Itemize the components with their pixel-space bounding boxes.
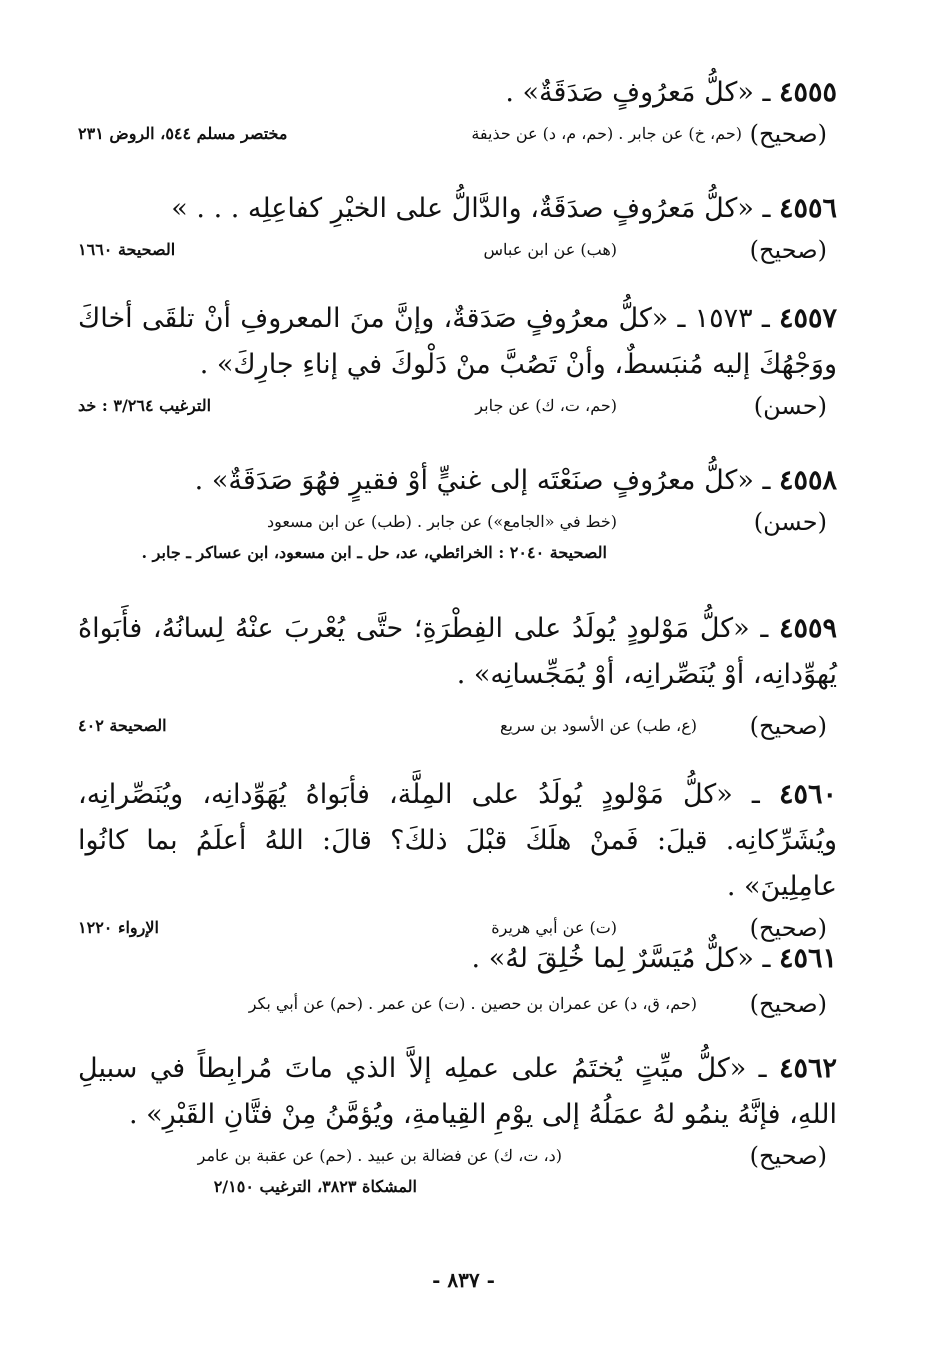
grade-label: ( صحيح ) — [740, 710, 837, 742]
grade-row — [78, 988, 837, 1022]
hadith-number: ٤٥٥٨ — [778, 465, 837, 496]
grade-row — [78, 234, 837, 268]
grade-row — [78, 390, 837, 424]
reference-citation: المشكاة ٣٨٢٣، الترغيب ٢/١٥٠ — [213, 1177, 417, 1196]
hadith-text — [78, 936, 837, 982]
hadith-text — [78, 1046, 837, 1138]
hadith-body: ـ «كلُّ مَعرُوفٍ صَدَقَةٌ» . — [505, 77, 771, 108]
hadith-text — [78, 772, 837, 910]
hadith-body: ـ «كلُّ مَعرُوفٍ صدَقَةٌ، والدَّالُّ على الخيْرِ كفاعِلِه . . . » — [171, 193, 771, 224]
hadith-text — [78, 606, 837, 698]
grade-label: ( صحيح ) — [740, 234, 837, 266]
hadith-body: ـ ١٥٧٣ ـ «كلُّ معرُوفٍ صَدَقةٌ، وإنَّ منَ المعروفِ أنْ تلقَى أخاكَ ووَجْهُكَ إليه مُنبَسطٌ، وأنْ تَصُبَّ منْ دَلْوكَ في إناءِ جارِكَ» . — [78, 303, 837, 380]
hadith-number: ٤٥٥٦ — [778, 193, 837, 224]
hadith-number: ٤٥٥٥ — [778, 77, 837, 108]
hadith-body: ـ «كلُّ معرُوفٍ صنَعْتَه إلى غنيٍّ أوْ فقيرٍ فهُوَ صَدَقَةٌ» . — [194, 465, 771, 496]
source-citation: (هب) عن ابن عباس — [483, 240, 617, 259]
grade-label: ( صحيح ) — [740, 1140, 837, 1172]
hadith-entry-4556 — [78, 186, 837, 268]
page-number: - ٨٣٧ - — [432, 1268, 495, 1292]
reference-citation: مختصر مسلم ٥٤٤، الروض ٢٣١ — [78, 124, 288, 143]
hadith-entry-4559 — [78, 606, 837, 744]
hadith-text — [78, 296, 837, 388]
hadith-entry-4560 — [78, 772, 837, 946]
grade-row — [78, 710, 837, 744]
reference-citation: الصحيحة ٢٠٤٠ : الخرائطي، عد، حل ـ ابن مسعود، ابن عساكر ـ جابر . — [141, 543, 607, 562]
hadith-text — [78, 458, 837, 504]
reference-citation: الصحيحة ٤٠٢ — [78, 716, 167, 735]
hadith-entry-4555 — [78, 70, 837, 152]
hadith-number: ٤٥٦١ — [778, 943, 837, 974]
reference-citation: الإرواء ١٢٢٠ — [78, 918, 159, 937]
hadith-number: ٤٥٦٢ — [778, 1053, 837, 1084]
hadith-entry-4557 — [78, 296, 837, 424]
reference-citation: الترغيب ٣/٢٦٤ : خد — [78, 396, 212, 415]
hadith-text — [78, 70, 837, 116]
hadith-entry-4561 — [78, 936, 837, 1022]
source-citation: (ع، طب) عن الأسود بن سريع — [500, 716, 697, 735]
hadith-number: ٤٥٥٧ — [778, 303, 837, 334]
source-citation: (حم، ت، ك) عن جابر — [475, 396, 617, 415]
hadith-number: ٤٥٥٩ — [778, 613, 837, 644]
hadith-body: ـ «كلٌّ مُيَسَّرٌ لِما خُلِقَ لهُ» . — [471, 943, 771, 974]
hadith-body: ـ «كلُّ مَوْلودٍ يُولَدُ على المِلَّة، فأبَواهُ يُهَوِّدانِه، ويُنَصِّرانِه، ويُشَرِّكانِه. قيلَ: فَمنْ هلَكَ قبْلَ ذلكَ؟ قالَ: اللهُ أعلَمُ بما كانُوا عامِلِينَ» . — [78, 779, 837, 902]
source-citation: (حم، خ) عن جابر . (حم، م، د) عن حذيفة — [471, 124, 742, 143]
grade-row — [78, 1140, 837, 1174]
grade-label: ( حسن ) — [744, 506, 837, 538]
hadith-entry-4562 — [78, 1046, 837, 1200]
source-citation: (ت) عن أبي هريرة — [491, 918, 617, 937]
hadith-body: ـ «كلُّ مَوْلودٍ يُولَدُ على الفِطْرَةِ؛ حتَّى يُعْربَ عنْهُ لِسانُهُ، فأَبَواهُ يُهوِّدانِه، أوْ يُنَصِّرانِه، أوْ يُمَجِّسانِه» . — [78, 613, 837, 690]
source-citation: (خط في «الجامع») عن جابر . (طب) عن ابن مسعود — [266, 512, 617, 531]
hadith-text — [78, 186, 837, 232]
grade-label: ( صحيح ) — [740, 912, 837, 944]
grade-label: ( صحيح ) — [740, 988, 837, 1020]
grade-row — [78, 506, 837, 540]
hadith-body: ـ «كلُّ ميِّتٍ يُختَمُ على عملِه إلاَّ الذي ماتَ مُرابِطاً في سبيلِ اللهِ، فإنَّهُ ينمُو لهُ عمَلُهُ إلى يوْمِ القِيامةِ، ويُؤمَّنُ مِنْ فتَّانِ القَبْرِ» . — [78, 1053, 837, 1130]
hadith-entry-4558 — [78, 458, 837, 566]
reference-citation: الصحيحة ١٦٦٠ — [78, 240, 176, 259]
grade-row — [78, 118, 837, 152]
grade-label: ( صحيح ) — [740, 118, 837, 150]
source-citation: (حم، ق، د) عن عمران بن حصين . (ت) عن عمر . (حم) عن أبي بكر — [248, 994, 697, 1013]
source-citation: (د، ت، ك) عن فضالة بن عبيد . (حم) عن عقبة بن عامر — [197, 1146, 562, 1165]
hadith-number: ٤٥٦٠ — [778, 779, 837, 810]
grade-label: ( حسن ) — [744, 390, 837, 422]
